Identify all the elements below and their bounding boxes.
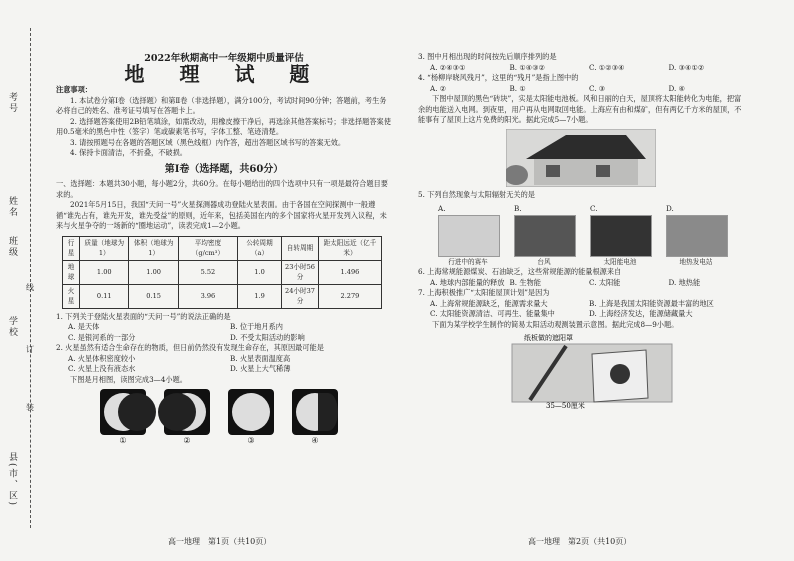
option-b: B. 上海是我国太阳能资源最丰富的地区 xyxy=(589,298,714,308)
section-title: 第Ⅰ卷（选择题，共60分） xyxy=(164,163,284,175)
column-header: 公转周期（a） xyxy=(238,236,282,260)
cut-mark-ding: 订 xyxy=(26,345,34,354)
note-item: 1. 本试卷分第Ⅰ卷（选择题）和第Ⅱ卷（非选择题），满分100分，考试时间90分钟；答题前，考生务必将自己的姓名、准考证号填写在答题卡上。 xyxy=(56,95,387,115)
planet-table xyxy=(62,236,382,309)
column-header: 平均密度（g/cm³） xyxy=(178,236,237,260)
page-1-footer: 高一地理 第1页（共10页） xyxy=(168,537,272,546)
cut-mark-line: 线 xyxy=(26,283,34,292)
image-option-c xyxy=(590,204,652,267)
moon-image xyxy=(164,389,210,435)
option-a: A. ② xyxy=(430,83,447,93)
image-caption: 台风 xyxy=(537,257,551,266)
question-1-stem: 1. 下列关于登陆火星表面的“天问一号”的说法正确的是 xyxy=(56,311,231,321)
table-row xyxy=(63,284,382,308)
option-d: D. ③④①② xyxy=(668,62,705,72)
notes-heading: 注意事项： xyxy=(56,85,92,94)
moon-image xyxy=(292,389,338,435)
moon-image xyxy=(100,389,146,435)
image-option-a xyxy=(438,204,500,267)
option-a: A. 是天体 xyxy=(68,322,100,331)
passage-observation-device: 下面为某学校学生制作的简易太阳活动观测装置示意图。据此完成8—9小题。 xyxy=(432,319,679,329)
diagram-label-distance: 35—50厘米 xyxy=(546,402,585,410)
column-header: 自转周期 xyxy=(282,236,319,260)
option-d: D. 火星上大气稀薄 xyxy=(230,364,291,373)
question-6-stem: 6. 上海常规能源煤炭、石油缺乏，这些常规能源的能量根源来自 xyxy=(418,267,622,276)
column-header: 体积（地球为1） xyxy=(129,236,178,260)
typhoon-image xyxy=(514,215,576,257)
projected-sun-shape xyxy=(610,364,630,384)
moon-phase-2 xyxy=(164,389,210,447)
section-intro: 一、选择题：本题共30小题，每小题2分，共60分。在每小题给出的四个选项中只有一项是最符合题目要求的。 xyxy=(56,179,388,199)
option-d: D. ④ xyxy=(668,83,686,93)
option-c: C. 是银河系的一部分 xyxy=(68,332,136,342)
label-county: 县(市、区) xyxy=(7,452,17,508)
option-b: B. 火星表面温度高 xyxy=(230,353,291,363)
moon-image xyxy=(228,389,274,435)
table-cell: 1.00 xyxy=(129,260,178,284)
option-b: B. ① xyxy=(509,83,526,93)
option-b: B. ①④③② xyxy=(509,62,546,72)
moon-label: ④ xyxy=(311,436,319,445)
table-cell: 1.496 xyxy=(318,260,381,284)
page-1 xyxy=(56,44,392,447)
option-c-label: C. xyxy=(590,204,598,213)
option-c: C. 太阳能 xyxy=(589,277,621,287)
column-header: 行星 xyxy=(63,236,80,260)
page-2 xyxy=(418,52,748,410)
table-cell: 3.96 xyxy=(178,284,237,308)
option-a: A. 上海常规能源缺乏，能源需求量大 xyxy=(430,298,548,308)
option-d-label: D. xyxy=(666,204,674,213)
question-5-images xyxy=(418,204,748,267)
question-7-options xyxy=(418,299,748,320)
label-class: 班级 xyxy=(7,236,17,258)
moon-label: ② xyxy=(183,436,191,445)
question-5-stem: 5. 下列自然现象与太阳辐射无关的是 xyxy=(418,189,535,199)
question-3-options xyxy=(418,63,748,74)
passage-solar-roof: 下图中屋顶的黑色“砖块”，实是太阳能电池板。风和日丽的白天，屋顶将太阳能转化为电能，把富余的电能送入电网。到夜里，用户再从电网取回电能。上海应有由和煤矿，但有两亿千方米的屋顶，不能事有了屋顶上这片免费的阳光。据此完成5—7小题。 xyxy=(418,94,742,124)
option-a: A. ②④③① xyxy=(430,62,466,72)
label-name: 姓名 xyxy=(7,196,17,218)
option-a: A. 地球内部能量的释放 xyxy=(430,277,505,287)
question-4-stem: 4. “杨柳岸晓风残月”，这里的“残月”是指上图中的 xyxy=(418,73,579,82)
table-cell: 1.0 xyxy=(238,260,282,284)
table-cell: 火星 xyxy=(63,284,80,308)
option-d: D. 地热能 xyxy=(668,277,701,287)
question-1-options xyxy=(56,322,392,343)
option-c: C. 火星上没有液态水 xyxy=(68,364,136,373)
image-caption: 行进中的赛车 xyxy=(448,257,488,266)
question-6-options xyxy=(418,278,748,289)
option-d: D. 不受太阳活动的影响 xyxy=(230,332,305,342)
label-kaohao: 考号 xyxy=(7,92,17,114)
question-4-options xyxy=(418,84,748,95)
sun-observation-diagram xyxy=(506,332,696,410)
image-option-d xyxy=(666,204,728,267)
image-caption: 太阳能电池 xyxy=(603,257,637,266)
solar-roof-house-photo xyxy=(506,129,656,187)
table-cell: 0.11 xyxy=(80,284,129,308)
option-a-label: A. xyxy=(438,204,446,213)
table-header-row xyxy=(63,236,382,260)
label-school: 学校 xyxy=(7,316,17,338)
table-cell: 1.9 xyxy=(238,284,282,308)
note-item: 2. 选择题答案使用2B铅笔填涂，如需改动，用橡皮擦干净后，再选涂其他答案标号；非选择题答案使用0.5毫米的黑色中性（签字）笔或碳素笔书写，字体工整、笔迹清楚。 xyxy=(56,116,391,136)
table-cell: 地球 xyxy=(63,260,80,284)
table-cell: 5.52 xyxy=(178,260,237,284)
option-a: A. 火星体积密度较小 xyxy=(68,353,136,363)
page-2-footer: 高一地理 第2页（共10页） xyxy=(528,537,632,546)
note-item: 3. 请按照题号在各题的答题区域（黑色线框）内作答，超出答题区域书写的答案无效。 xyxy=(70,137,346,147)
question-3-stem: 3. 图中月相出现的时间按先后顺序排列的是 xyxy=(418,52,557,61)
exam-title: 2022年秋期高中一年级期中质量评估 xyxy=(144,53,304,64)
race-car-image xyxy=(438,215,500,257)
question-7-stem: 7. 上海积极推广“太阳能屋顶计划”是因为 xyxy=(418,288,550,297)
moon-phase-3 xyxy=(228,389,274,447)
binding-line xyxy=(30,28,31,528)
subject-title: 地 理 试 题 xyxy=(124,61,324,86)
image-caption: 地热发电站 xyxy=(679,257,713,266)
moon-phase-1 xyxy=(100,389,146,447)
option-c: C. ①②③④ xyxy=(589,62,625,72)
question-2-options xyxy=(56,354,392,375)
moon-label: ③ xyxy=(247,436,255,445)
binding-margin xyxy=(0,0,60,561)
option-b-label: B. xyxy=(514,204,522,213)
table-row xyxy=(63,260,382,284)
solar-cell-image xyxy=(590,215,652,257)
passage-mars: 2021年5月15日，我国“天问一号”火星探测器成功登陆火星表面。由于各国在空间探测中一般遵循“谁先占有，谁先开发，谁先受益”的原则，近年来，包括美国在内的多个国家将火星开发列入议程，未来与火星争夺的一场新的“圈地运动”，读表完成1—2小题。 xyxy=(56,200,387,230)
moon-phase-4 xyxy=(292,389,338,447)
table-cell: 1.00 xyxy=(80,260,129,284)
column-header: 距太阳远近（亿千米） xyxy=(318,236,381,260)
table-cell: 0.15 xyxy=(129,284,178,308)
question-2-stem: 2. 火星虽然有适合生命存在的物质，但日前仍然没有发现生命存在，其原因最可能是 xyxy=(56,343,324,352)
option-c: C. 太阳能资源清洁、可再生、能量集中 xyxy=(430,309,555,318)
option-d: D. 上海经济发达，能源储藏量大 xyxy=(589,309,693,318)
diagram-label-shade: 纸板做的遮阳罩 xyxy=(524,334,573,342)
table-cell: 23小时56分 xyxy=(282,260,319,284)
table-cell: 24小时37分 xyxy=(282,284,319,308)
cut-mark-zhuang: 装 xyxy=(26,403,34,412)
note-item: 4. 保持卡面清洁，不折叠，不破损。 xyxy=(70,148,187,157)
option-c: C. ③ xyxy=(589,83,606,93)
moon-intro: 下图是月相图，读图完成3—4小题。 xyxy=(70,374,187,384)
geothermal-plant-image xyxy=(666,215,728,257)
option-b: B. 生物能 xyxy=(509,277,541,287)
column-header: 质量（地球为1） xyxy=(80,236,129,260)
option-b: B. 位于地月系内 xyxy=(230,322,283,331)
moon-label: ① xyxy=(119,436,127,445)
moon-phase-figure xyxy=(56,389,392,447)
image-option-b xyxy=(514,204,576,267)
table-cell: 2.279 xyxy=(318,284,381,308)
